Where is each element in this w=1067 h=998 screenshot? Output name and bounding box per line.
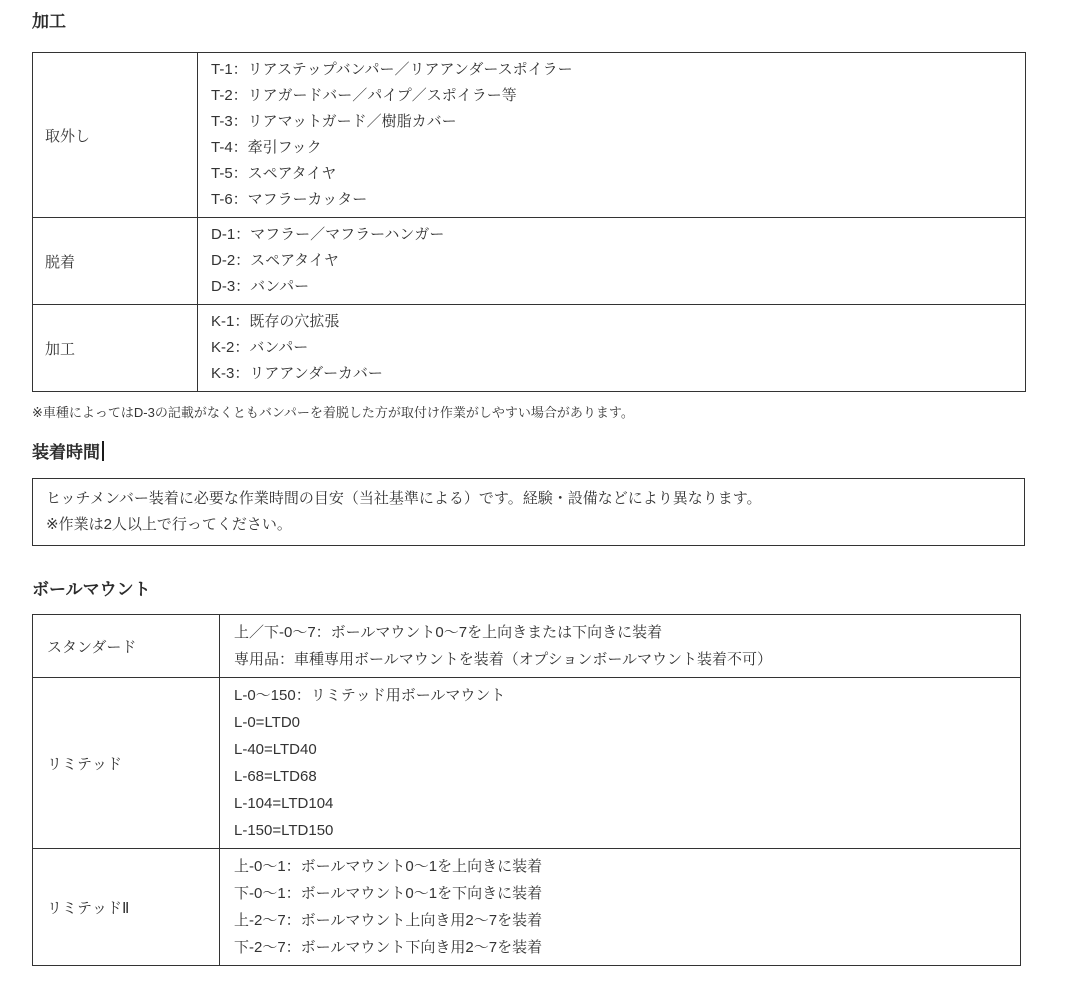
row-label: 加工	[33, 305, 198, 392]
item-line: D-1：マフラー／マフラーハンガー	[211, 226, 445, 243]
item-line: D-3：バンパー	[211, 278, 310, 295]
row-label: リミテッド	[33, 678, 220, 849]
item-line: 上／下-0～7：ボールマウント0～7を上向きまたは下向きに装着	[234, 624, 663, 641]
item-line: D-2：スペアタイヤ	[211, 252, 339, 269]
row-items	[198, 53, 1026, 218]
row-items	[220, 849, 1021, 966]
table-row	[33, 53, 1026, 218]
table-row	[33, 849, 1021, 966]
processing-heading: 加工	[32, 12, 66, 31]
item-line: 下-2～7：ボールマウント下向き用2～7を装着	[234, 939, 543, 956]
table-row	[33, 218, 1026, 305]
item-line: T-2：リアガードバー／パイプ／スポイラー等	[211, 87, 517, 104]
item-line: K-1：既存の穴拡張	[211, 313, 340, 330]
item-line: K-2：バンパー	[211, 339, 309, 356]
processing-table	[32, 52, 1026, 392]
row-items	[220, 615, 1021, 678]
row-label: 取外し	[33, 53, 198, 218]
installation-time-box	[32, 478, 1025, 546]
row-items	[220, 678, 1021, 849]
item-line: T-3：リアマットガード／樹脂カバー	[211, 113, 457, 130]
item-line: L-0～150：リミテッド用ボールマウント	[234, 687, 506, 704]
item-line: 上-0～1：ボールマウント0～1を上向きに装着	[234, 858, 543, 875]
item-line: T-1：リアステップバンパー／リアアンダースポイラー	[211, 61, 573, 78]
installation-time-heading-text: 装着時間	[32, 443, 100, 462]
item-line: L-68=LTD68	[234, 768, 317, 785]
item-line: L-40=LTD40	[234, 741, 317, 758]
row-label: 脱着	[33, 218, 198, 305]
item-line: L-150=LTD150	[234, 822, 334, 839]
table-row	[33, 615, 1021, 678]
row-items	[198, 305, 1026, 392]
item-line: T-5：スペアタイヤ	[211, 165, 337, 182]
table-row	[33, 305, 1026, 392]
processing-note: ※車種によってはD-3の記載がなくともバンパーを着脱した方が取付け作業がしやすい場合があります。	[32, 405, 634, 420]
installation-time-heading	[32, 441, 1067, 463]
info-line: ※作業は2人以上で行ってください。	[46, 516, 292, 533]
ball-mount-table	[32, 614, 1021, 966]
ball-mount-heading: ボールマウント	[32, 580, 151, 599]
item-line: K-3：リアアンダーカバー	[211, 365, 383, 382]
item-line: 下-0～1：ボールマウント0～1を下向きに装着	[234, 885, 543, 902]
item-line: 専用品：車種専用ボールマウントを装着（オプションボールマウント装着不可）	[234, 651, 773, 668]
row-items	[198, 218, 1026, 305]
item-line: L-0=LTD0	[234, 714, 301, 731]
item-line: T-6：マフラーカッター	[211, 191, 368, 208]
item-line: L-104=LTD104	[234, 795, 334, 812]
text-cursor	[102, 441, 104, 461]
info-line: ヒッチメンバー装着に必要な作業時間の目安（当社基準による）です。経験・設備などにより異なります。	[46, 490, 762, 507]
table-row	[33, 678, 1021, 849]
item-line: T-4：牽引フック	[211, 139, 322, 156]
row-label: リミテッドⅡ	[33, 849, 220, 966]
row-label: スタンダード	[33, 615, 220, 678]
item-line: 上-2～7：ボールマウント上向き用2～7を装着	[234, 912, 543, 929]
